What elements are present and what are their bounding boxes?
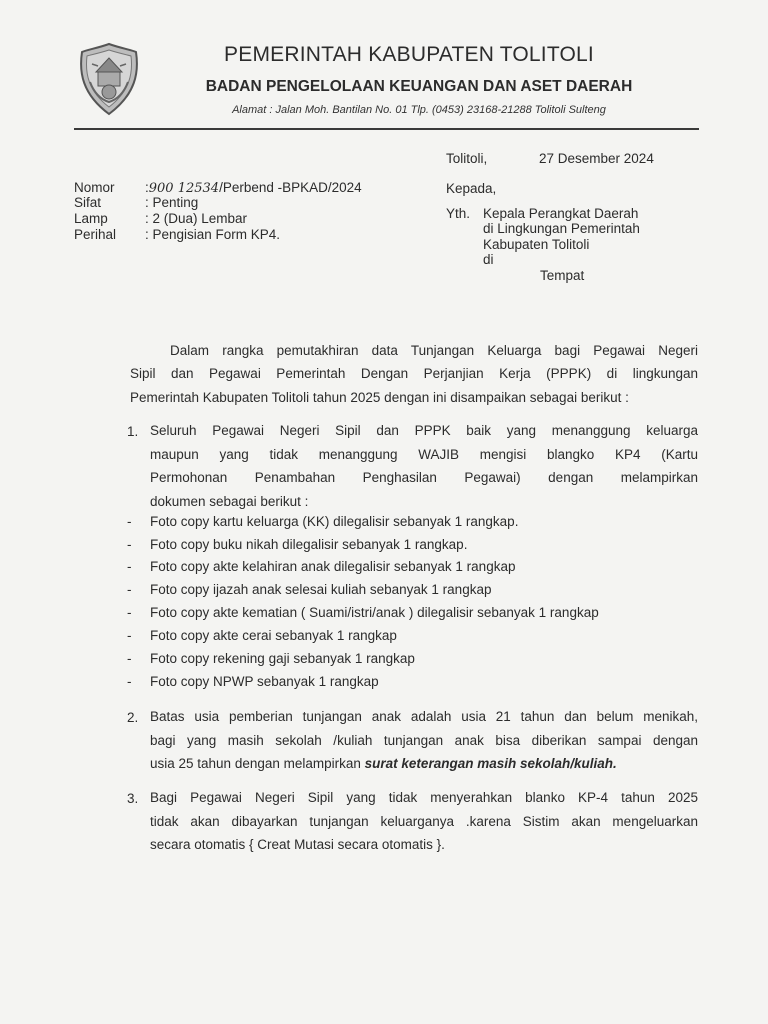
item-1-text	[150, 419, 698, 513]
list-item-marker: -	[127, 651, 132, 666]
item-3-line-3: secara otomatis { Creat Mutasi secara otomatis }.	[150, 837, 445, 852]
item-1-line-1: Seluruh Pegawai Negeri Sipil dan PPPK baik yang menanggung keluarga	[150, 423, 698, 438]
item-2-line-1: Batas usia pemberian tunjangan anak adalah usia 21 tahun dan belum menikah,	[150, 709, 698, 724]
nomor-handwritten: 900 12534	[148, 181, 220, 196]
list-item: Foto copy NPWP sebanyak 1 rangkap	[150, 674, 379, 689]
list-item: Foto copy akte cerai sebanyak 1 rangkap	[150, 628, 397, 643]
intro-line-1-wrap	[130, 339, 698, 363]
recipient-line-3: Kabupaten Tolitoli	[483, 237, 590, 252]
item-2-line-3-emphasis: surat keterangan masih sekolah/kuliah.	[364, 756, 617, 771]
letterhead-agency-name: BADAN PENGELOLAAN KEUANGAN DAN ASET DAERAH	[205, 78, 633, 95]
list-item-marker: -	[127, 582, 132, 597]
item-3-line-1: Bagi Pegawai Negeri Sipil yang tidak menyerahkan blanko KP-4 tahun 2025	[150, 790, 698, 805]
list-item-marker: -	[127, 514, 132, 529]
nomor-prefix: :	[145, 180, 149, 195]
intro-line-3: Pemerintah Kabupaten Tolitoli tahun 2025 dengan ini disampaikan sebagai berikut :	[130, 389, 629, 405]
recipient-line-1: Kepala Perangkat Daerah	[483, 206, 639, 221]
list-item-marker: -	[127, 628, 132, 643]
list-item: Foto copy rekening gaji sebanyak 1 rangkap	[150, 651, 415, 666]
recipient-line-5: Tempat	[540, 268, 585, 283]
item-2-text	[150, 705, 698, 776]
perihal-value: : Pengisian Form KP4.	[145, 227, 281, 242]
nomor-label: Nomor	[74, 180, 115, 195]
lamp-label: Lamp	[74, 211, 108, 226]
sifat-value: : Penting	[145, 195, 199, 210]
list-item-marker: -	[127, 605, 132, 620]
perihal-label: Perihal	[74, 227, 117, 242]
item-3-number: 3.	[127, 791, 139, 806]
list-item-marker: -	[127, 537, 132, 552]
item-3-text	[150, 786, 698, 857]
list-item: Foto copy buku nikah dilegalisir sebanyak 1 rangkap.	[150, 537, 468, 552]
item-2-line-3	[150, 752, 698, 776]
list-item: Foto copy ijazah anak selesai kuliah sebanyak 1 rangkap	[150, 582, 492, 597]
letterhead-government-name: PEMERINTAH KABUPATEN TOLITOLI	[224, 43, 594, 66]
lamp-value: : 2 (Dua) Lembar	[145, 211, 248, 226]
list-item: Foto copy akte kelahiran anak dilegalisir sebanyak 1 rangkap	[150, 559, 516, 574]
list-item: Foto copy kartu keluarga (KK) dilegalisir sebanyak 1 rangkap.	[150, 514, 519, 529]
sifat-label: Sifat	[74, 195, 102, 210]
letterhead-address: Alamat : Jalan Moh. Bantilan No. 01 Tlp. (0453) 23168-21288 Tolitoli Sulteng	[232, 104, 606, 116]
letterhead-divider	[74, 128, 699, 130]
item-1-number: 1.	[127, 424, 139, 439]
yth-label: Yth.	[446, 206, 471, 221]
letter-date: 27 Desember 2024	[539, 151, 654, 166]
item-3-line-2: tidak akan dibayarkan tunjangan keluarganya .karena Sistim akan mengeluarkan	[150, 813, 698, 829]
date-place: Tolitoli,	[446, 151, 488, 166]
list-item-marker: -	[127, 674, 132, 689]
kepada-label: Kepada,	[446, 181, 497, 196]
item-1-line-2: maupun yang tidak menanggung WAJIB mengisi blangko KP4 (Kartu	[150, 446, 698, 462]
list-item-marker: -	[127, 559, 132, 574]
item-1-line-4: dokumen sebagai berikut :	[150, 493, 309, 509]
item-2-line-3-plain: usia 25 tahun dengan melampirkan	[150, 756, 365, 771]
item-2-line-2: bagi yang masih sekolah /kuliah tunjangan anak bisa diberikan sampai dengan	[150, 732, 698, 748]
nomor-suffix: /Perbend -BPKAD/2024	[219, 180, 362, 195]
intro-line-1: Dalam rangka pemutakhiran data Tunjangan Keluarga bagi Pegawai Negeri	[170, 343, 698, 358]
intro-line-2: Sipil dan Pegawai Pemerintah Dengan Perjanjian Kerja (PPPK) di lingkungan	[130, 366, 698, 381]
list-item: Foto copy akte kematian ( Suami/istri/anak ) dilegalisir sebanyak 1 rangkap	[150, 605, 599, 620]
item-2-number: 2.	[127, 710, 139, 725]
recipient-line-4: di	[483, 252, 494, 267]
recipient-line-2: di Lingkungan Pemerintah	[483, 221, 640, 236]
intro-body	[130, 362, 698, 409]
item-1-line-3: Permohonan Penambahan Penghasilan Pegawai) dengan melampirkan	[150, 470, 698, 485]
